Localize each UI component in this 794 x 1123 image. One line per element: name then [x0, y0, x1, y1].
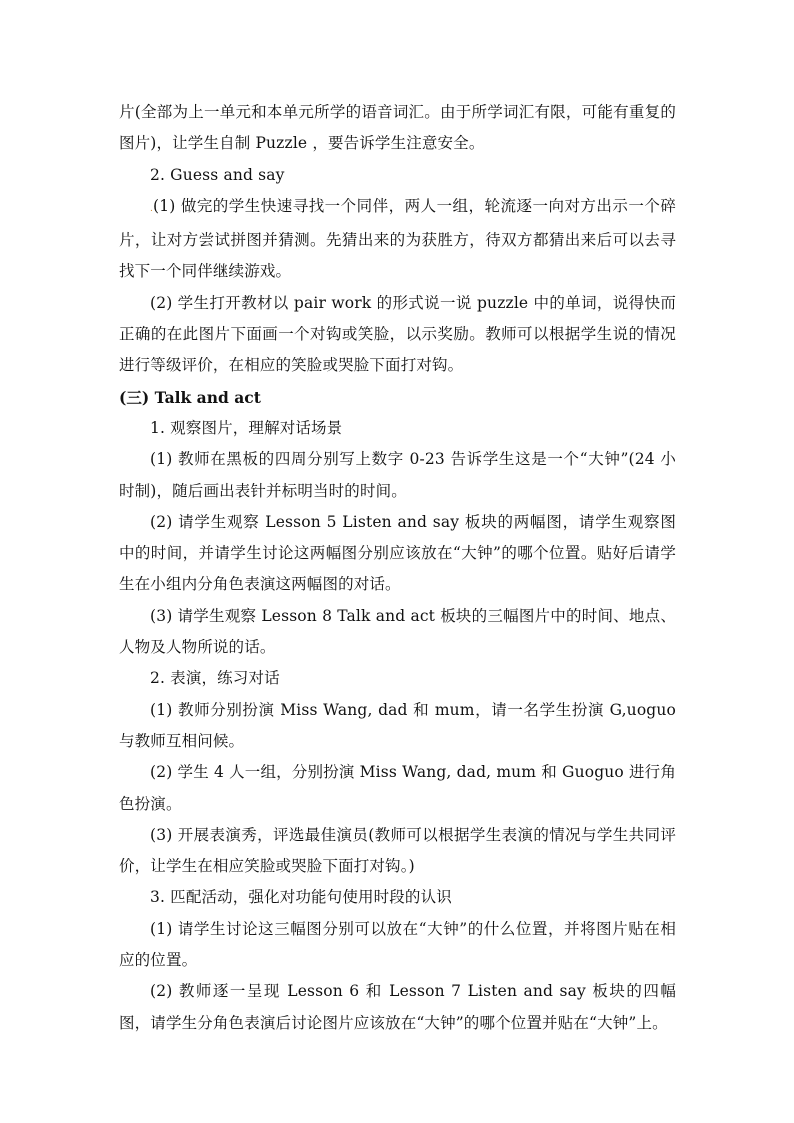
paragraph-observe-step-2: (2) 请学生观察 Lesson 5 Listen and say 板块的两幅图，请学生观察图中的时间，并请学生讨论这两幅图分别应该放在“大钟”的哪个位置。贴好后请学生在小组内分角色表演这两幅图的对话。: [119, 512, 676, 594]
paragraph-observe-step-1: (1) 教师在黑板的四周分别写上数字 0-23 告诉学生这是一个“大钟”(24 小时制)，随后画出表针并标明当时的时间。: [119, 450, 676, 500]
paragraph-matching-step-2: (2) 教师逐一呈现 Lesson 6 和 Lesson 7 Listen and say 板块的四幅图，请学生分角色表演后讨论图片应该放在“大钟”的哪个位置并贴在“大钟”上。: [119, 982, 676, 1032]
paragraph-guess-step-1-text: (1) 做完的学生快速寻找一个同伴，两人一组，轮流逐一向对方出示一个碎片，让对方尝试拼图并猜测。先猜出来的为获胜方，待双方都猜出来后可以去寻找下一个同伴继续游戏。: [119, 196, 676, 281]
paragraph-matching-step-1: (1) 请学生讨论这三幅图分别可以放在“大钟”的什么位置，并将图片贴在相应的位置。: [119, 919, 676, 970]
paragraph-perform-step-3: (3) 开展表演秀，评选最佳演员(教师可以根据学生表演的情况与学生共同评价，让学生在相应笑脸或哭脸下面打对钩。): [119, 825, 676, 876]
subheading-perform-dialogue: 2. 表演，练习对话: [150, 669, 280, 688]
document-body: [119, 97, 676, 1039]
subheading-matching-activity: 3. 匹配活动，强化对功能句使用时段的认识: [150, 888, 452, 907]
edit-marker: .: [150, 203, 154, 214]
section-heading-talk-and-act: (三) Talk and act: [119, 387, 261, 407]
paragraph-guess-step-2: (2) 学生打开教材以 pair work 的形式说一说 puzzle 中的单词，说得快而正确的在此图片下面画一个对钩或笑脸，以示奖励。教师可以根据学生说的情况进行等级评价，在相应的笑脸或哭脸下面打对钩。: [119, 293, 676, 375]
paragraph-puzzle-materials: 片(全部为上一单元和本单元所学的语音词汇。由于所学词汇有限，可能有重复的图片)，让学生自制 Puzzle ，要告诉学生注意安全。: [119, 103, 676, 153]
subheading-observe-pictures: 1. 观察图片，理解对话场景: [150, 418, 343, 437]
paragraph-perform-step-1: (1) 教师分别扮演 Miss Wang, dad 和 mum，请一名学生扮演 G,uoguo 与教师互相问候。: [119, 700, 676, 750]
paragraph-perform-step-2: (2) 学生 4 人一组，分别扮演 Miss Wang, dad, mum 和 Guoguo 进行角色扮演。: [119, 763, 676, 813]
paragraph-guess-step-1: [119, 191, 676, 288]
paragraph-observe-step-3: (3) 请学生观察 Lesson 8 Talk and act 板块的三幅图片中的时间、地点、人物及人物所说的话。: [119, 606, 676, 657]
subheading-guess-and-say: 2. Guess and say: [150, 165, 285, 184]
